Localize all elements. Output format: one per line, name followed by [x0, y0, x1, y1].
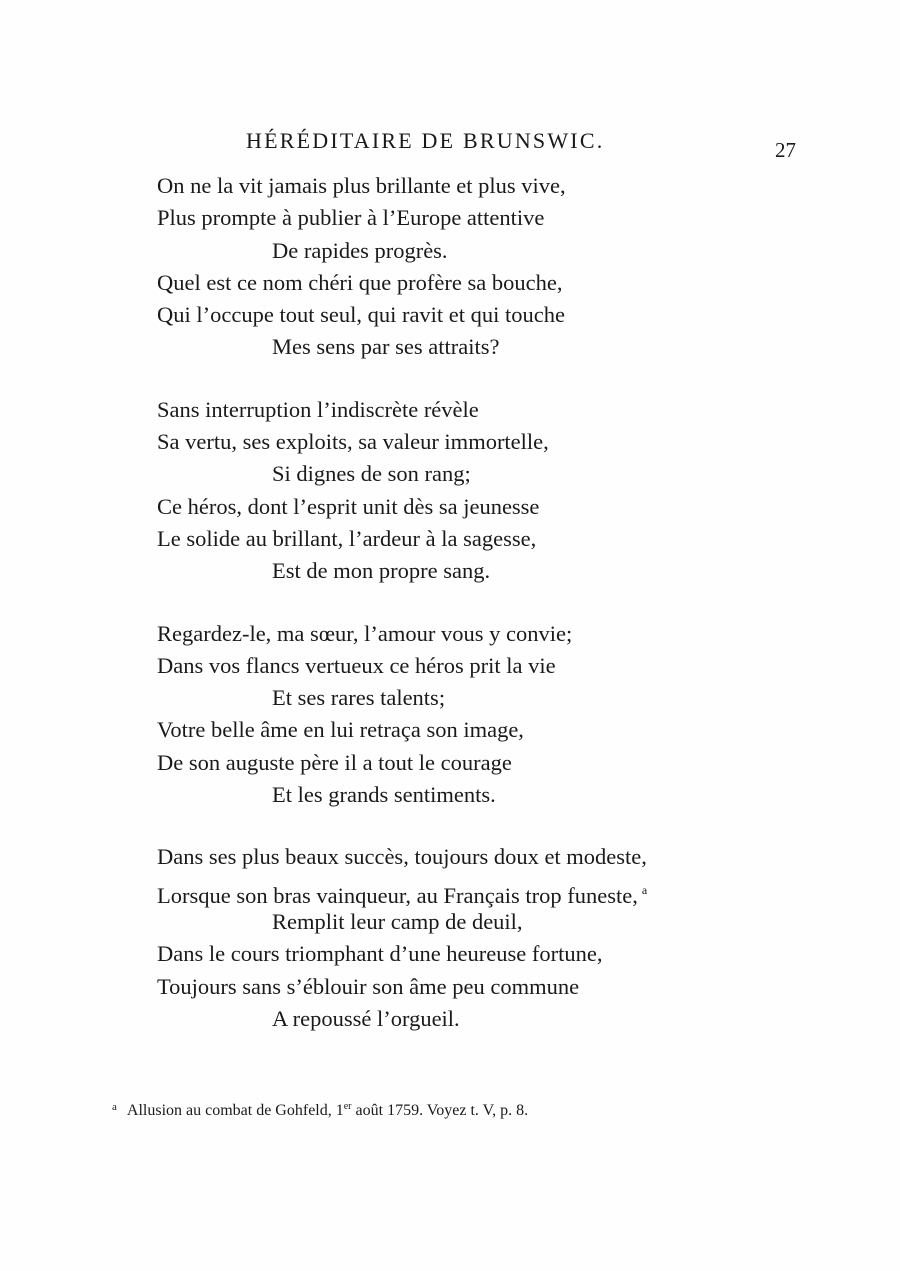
poem [157, 170, 797, 1065]
verse-line: Votre belle âme en lui retraça son image, [157, 717, 524, 743]
footnote [112, 1095, 812, 1123]
verse-line-short: Remplit leur camp de deuil, [272, 908, 523, 934]
stanza-1 [157, 170, 797, 364]
verse-line: Ce héros, dont l’esprit unit dès sa jeunesse [157, 493, 540, 519]
footnote-reference: a [641, 882, 648, 897]
verse-line: Dans ses plus beaux succès, toujours doux et modeste, [157, 844, 647, 870]
verse-line-short: Est de mon propre sang. [272, 558, 491, 584]
footnote-superscript: er [343, 1101, 352, 1112]
verse-line: De son auguste père il a tout le courage [157, 749, 512, 775]
verse-line: Qui l’occupe tout seul, qui ravit et qui touche [157, 302, 566, 328]
stanza-3 [157, 618, 797, 812]
verse-line-with-note [157, 874, 797, 906]
footnote-text-end: août 1759. Voyez t. V, p. 8. [351, 1102, 529, 1119]
verse-line: Regardez-le, ma sœur, l’amour vous y convie; [157, 620, 573, 646]
verse-line: Sa vertu, ses exploits, sa valeur immortelle, [157, 429, 549, 455]
footnote-text-start: Allusion au combat de Gohfeld, 1 [126, 1102, 344, 1119]
verse-line: Sans interruption l’indiscrète révèle [157, 396, 479, 422]
verse-text: Lorsque son bras vainqueur, au Français trop funeste, [157, 882, 638, 908]
verse-line: Plus prompte à publier à l’Europe attentive [157, 205, 545, 231]
verse-line: Quel est ce nom chéri que profère sa bouche, [157, 269, 563, 295]
verse-line: Dans le cours triomphant d’une heureuse fortune, [157, 941, 603, 967]
verse-line-short: A repoussé l’orgueil. [272, 1005, 460, 1031]
running-head [0, 128, 900, 160]
stanza-2 [157, 394, 797, 588]
running-title: HÉRÉDITAIRE DE BRUNSWIC. [246, 128, 605, 153]
verse-line-short: Si dignes de son rang; [272, 461, 471, 487]
stanza-4 [157, 841, 797, 1035]
verse-line-short: Et les grands sentiments. [272, 782, 496, 808]
verse-line-short: Et ses rares talents; [272, 685, 446, 711]
verse-line: On ne la vit jamais plus brillante et plus vive, [157, 173, 566, 198]
footnote-mark: a [112, 1101, 117, 1113]
verse-line: Le solide au brillant, l’ardeur à la sagesse, [157, 525, 537, 551]
verse-line-short: Mes sens par ses attraits? [272, 334, 500, 360]
verse-line-short: De rapides progrès. [272, 237, 448, 263]
verse-line: Dans vos flancs vertueux ce héros prit la vie [157, 652, 556, 678]
page-number: 27 [775, 138, 796, 162]
verse-line: Toujours sans s’éblouir son âme peu commune [157, 973, 580, 999]
